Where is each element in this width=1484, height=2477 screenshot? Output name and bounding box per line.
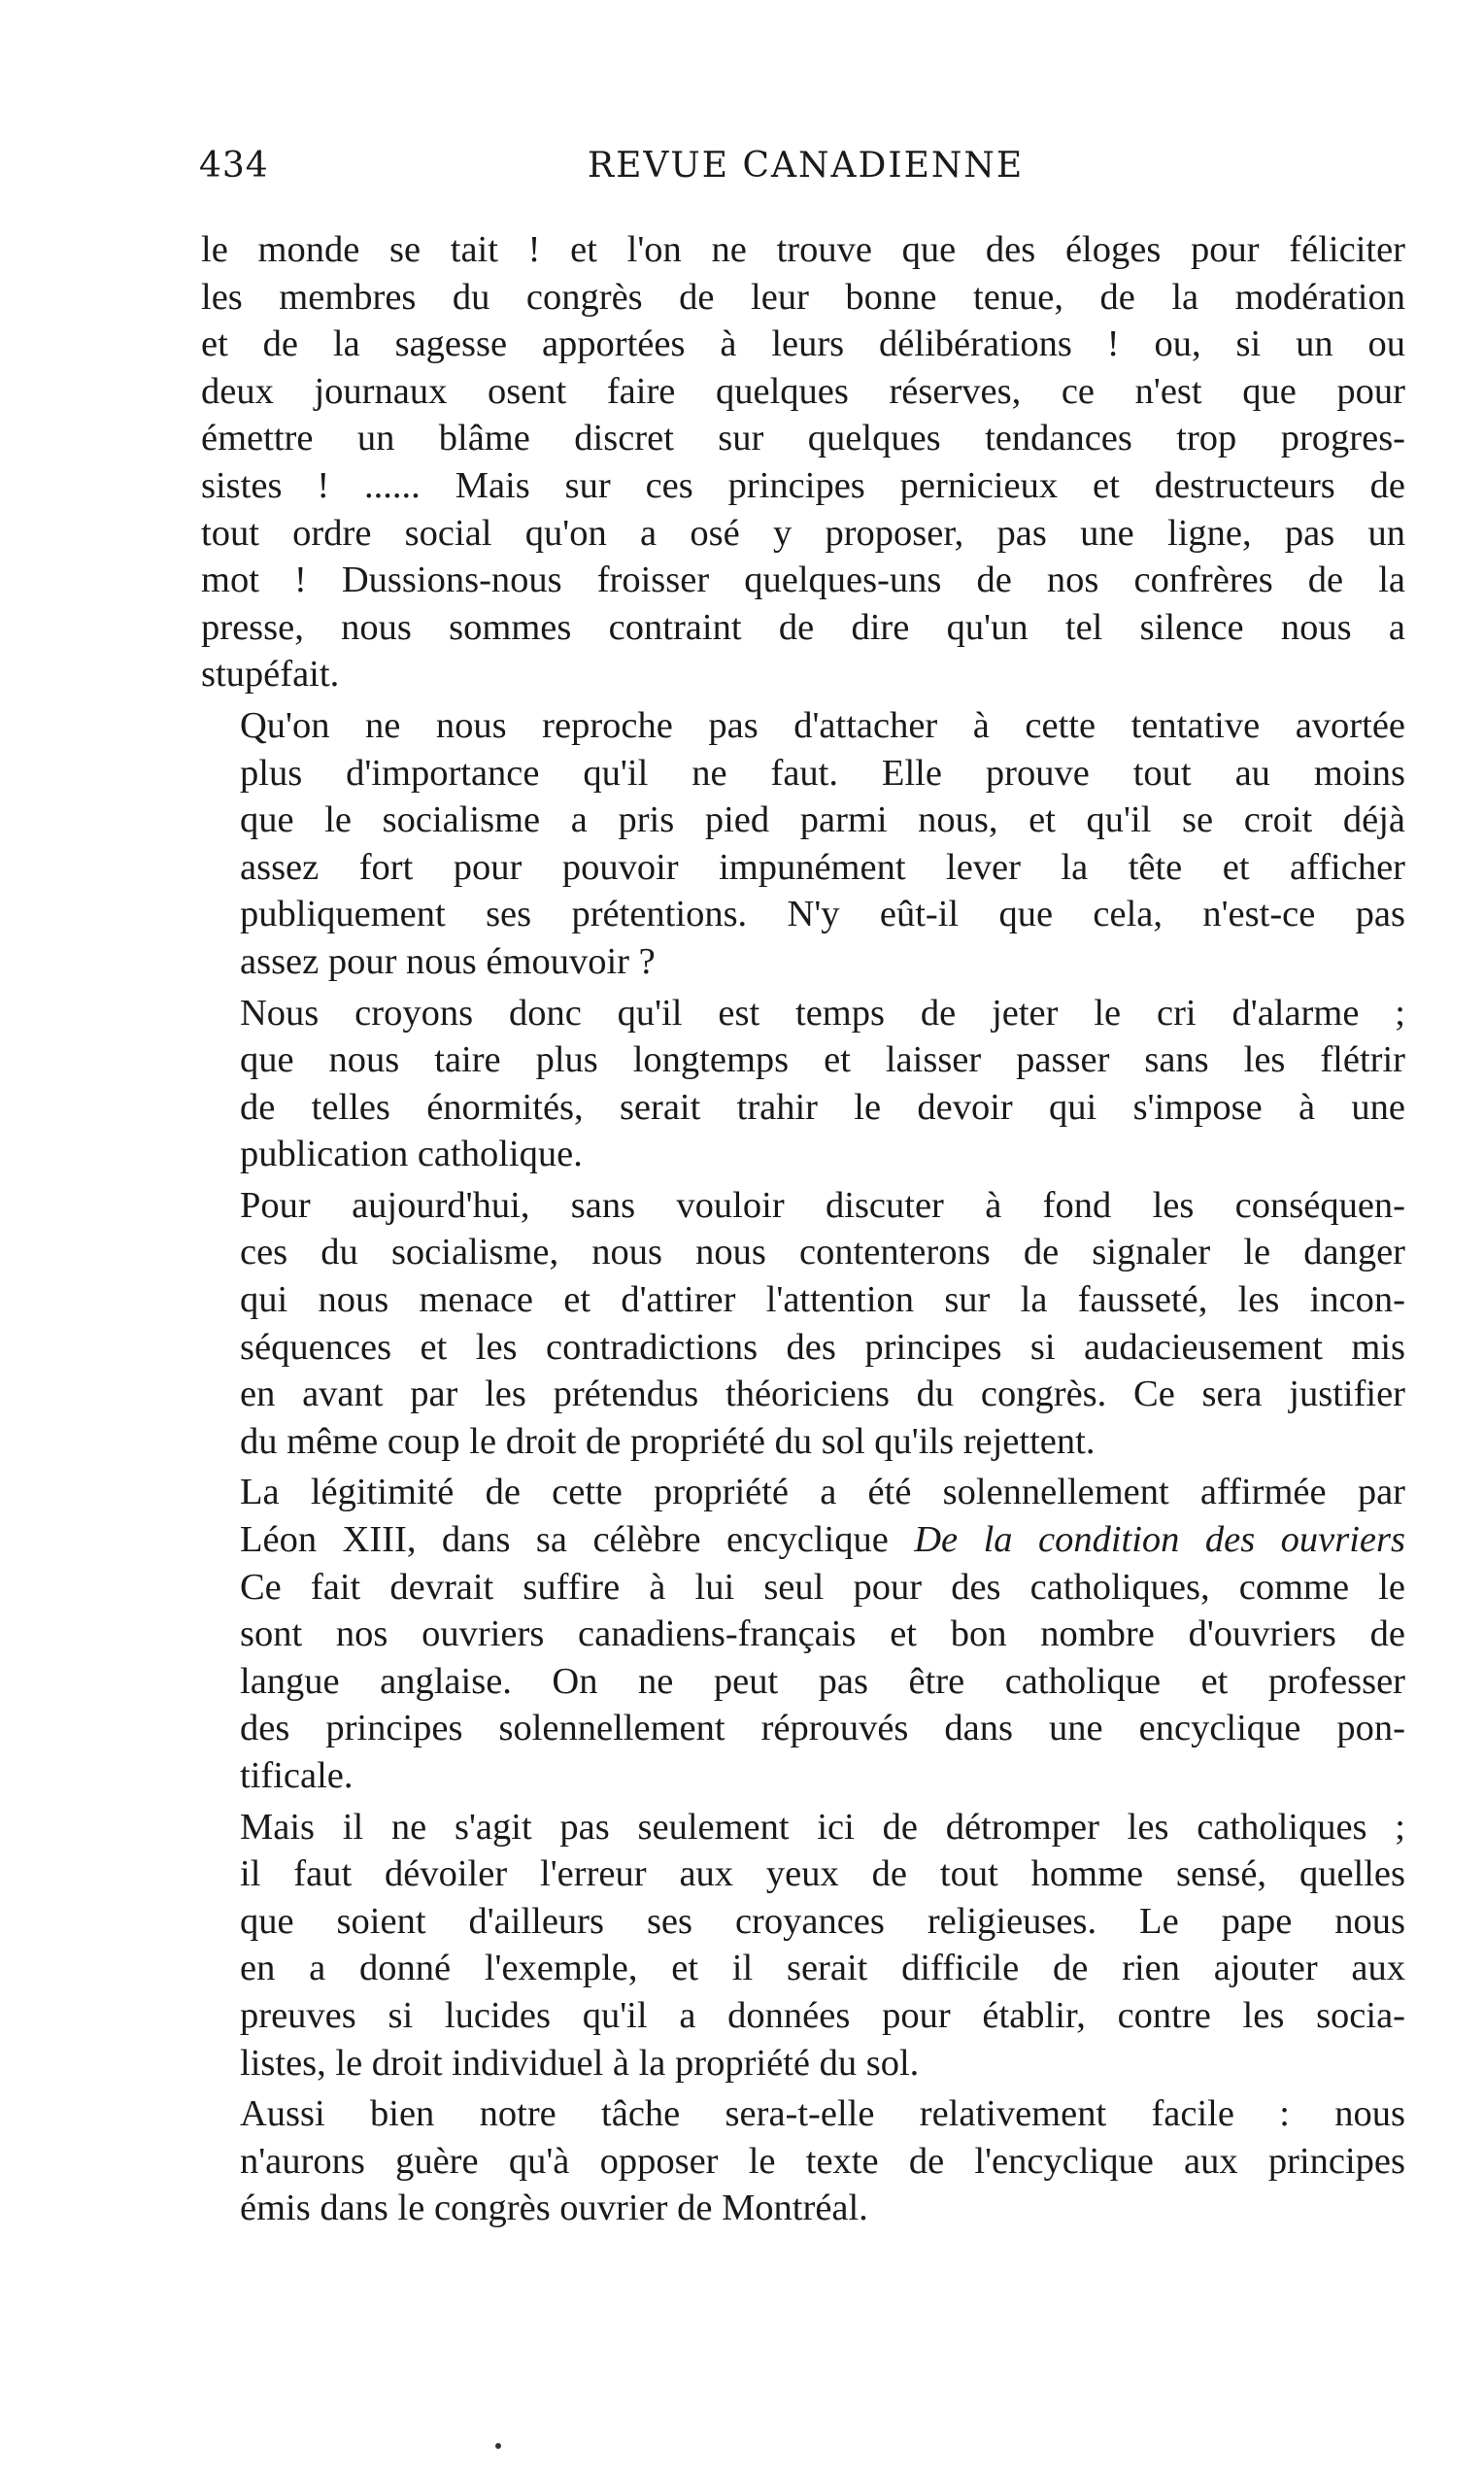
text-line: Mais il ne s'agit pas seulement ici de détromper les catholiques ; <box>240 1806 1405 1848</box>
text-line: langue anglaise. On ne peut pas être catholique et professer <box>240 1660 1405 1702</box>
page-number: 434 <box>199 146 269 186</box>
text-line: n'aurons guère qu'à opposer le texte de l'encyclique aux principes <box>240 2140 1405 2182</box>
print-speck <box>495 2443 501 2449</box>
paragraph-3 <box>201 990 1405 1178</box>
text-segment: Léon XIII, dans sa célèbre encyclique <box>240 1519 915 1561</box>
text-line: listes, le droit individuel à la propriété du sol. <box>240 2042 920 2084</box>
body-text <box>201 226 1405 2232</box>
paragraph-7 <box>201 2090 1405 2232</box>
text-line: que nous taire plus longtemps et laisser passer sans les flétrir <box>240 1039 1405 1081</box>
text-line: Qu'on ne nous reproche pas d'attacher à cette tentative avortée <box>240 704 1405 746</box>
text-line: en avant par les prétendus théoriciens du congrès. Ce sera justifier <box>240 1374 1405 1415</box>
text-line: tificale. <box>240 1755 354 1796</box>
text-line: sistes ! ...... Mais sur ces principes pernicieux et destructeurs de <box>201 464 1405 506</box>
page-header <box>199 146 1408 194</box>
text-line: publiquement ses prétentions. N'y eût-il que cela, n'est-ce pas <box>240 894 1405 935</box>
text-line: plus d'importance qu'il ne faut. Elle prouve tout au moins <box>240 752 1405 794</box>
paragraph-1 <box>201 226 1405 698</box>
text-line: ces du socialisme, nous nous contenterons de signaler le danger <box>240 1232 1405 1273</box>
text-line: les membres du congrès de leur bonne tenue, de la modération <box>201 276 1405 318</box>
text-line: Pour aujourd'hui, sans vouloir discuter à fond les conséquen- <box>240 1184 1405 1226</box>
paragraph-6 <box>201 1804 1405 2087</box>
text-line: le monde se tait ! et l'on ne trouve que des éloges pour féliciter <box>201 229 1405 270</box>
text-line: du même coup le droit de propriété du sol qu'ils rejettent. <box>240 1420 1096 1462</box>
text-line: presse, nous sommes contraint de dire qu'un tel silence nous a <box>201 606 1405 648</box>
text-line: Ce fait devrait suffire à lui seul pour des catholiques, comme le <box>240 1566 1405 1608</box>
text-line: sont nos ouvriers canadiens-français et bon nombre d'ouvriers de <box>240 1613 1405 1655</box>
running-head: REVUE CANADIENNE <box>588 146 1025 186</box>
text-line: que le socialisme a pris pied parmi nous, et qu'il se croit déjà <box>240 799 1405 841</box>
paragraph-2 <box>201 702 1405 986</box>
paragraph-4 <box>201 1182 1405 1466</box>
text-line: deux journaux osent faire quelques réserves, ce n'est que pour <box>201 370 1405 412</box>
text-line: émis dans le congrès ouvrier de Montréal. <box>240 2188 868 2229</box>
text-line: La légitimité de cette propriété a été solennellement affirmée par <box>240 1472 1405 1513</box>
paragraph-5 <box>201 1469 1405 1799</box>
text-line: de telles énormités, serait trahir le devoir qui s'impose à une <box>240 1086 1405 1128</box>
text-line: Nous croyons donc qu'il est temps de jeter le cri d'alarme ; <box>240 992 1405 1034</box>
text-line-with-title <box>201 1516 1405 1564</box>
text-line: émettre un blâme discret sur quelques tendances trop progres- <box>201 418 1405 459</box>
text-line: publication catholique. <box>240 1134 583 1175</box>
text-line: assez pour nous émouvoir ? <box>240 940 656 982</box>
text-line: qui nous menace et d'attirer l'attention sur la fausseté, les incon- <box>240 1279 1405 1321</box>
text-line: séquences et les contradictions des principes si audacieusement mis <box>240 1326 1405 1368</box>
text-line: que soient d'ailleurs ses croyances religieuses. Le pape nous <box>240 1900 1405 1942</box>
text-line: tout ordre social qu'on a osé y proposer, pas une ligne, pas un <box>201 512 1405 554</box>
text-line: Aussi bien notre tâche sera-t-elle relativement facile : nous <box>240 2093 1405 2135</box>
text-line: assez fort pour pouvoir impunément lever la tête et afficher <box>240 846 1405 888</box>
text-line: des principes solennellement réprouvés dans une encyclique pon- <box>240 1708 1405 1749</box>
text-line: et de la sagesse apportées à leurs délibérations ! ou, si un ou <box>201 323 1405 365</box>
text-line: il faut dévoiler l'erreur aux yeux de tout homme sensé, quelles <box>240 1853 1405 1895</box>
text-line: en a donné l'exemple, et il serait difficile de rien ajouter aux <box>240 1948 1405 1989</box>
text-line: stupéfait. <box>201 654 340 696</box>
encyclical-title: De la condition des ouvriers <box>914 1519 1405 1561</box>
text-line: preuves si lucides qu'il a données pour établir, contre les socia- <box>240 1994 1405 2036</box>
text-line: mot ! Dussions-nous froisser quelques-uns de nos confrères de la <box>201 560 1405 601</box>
